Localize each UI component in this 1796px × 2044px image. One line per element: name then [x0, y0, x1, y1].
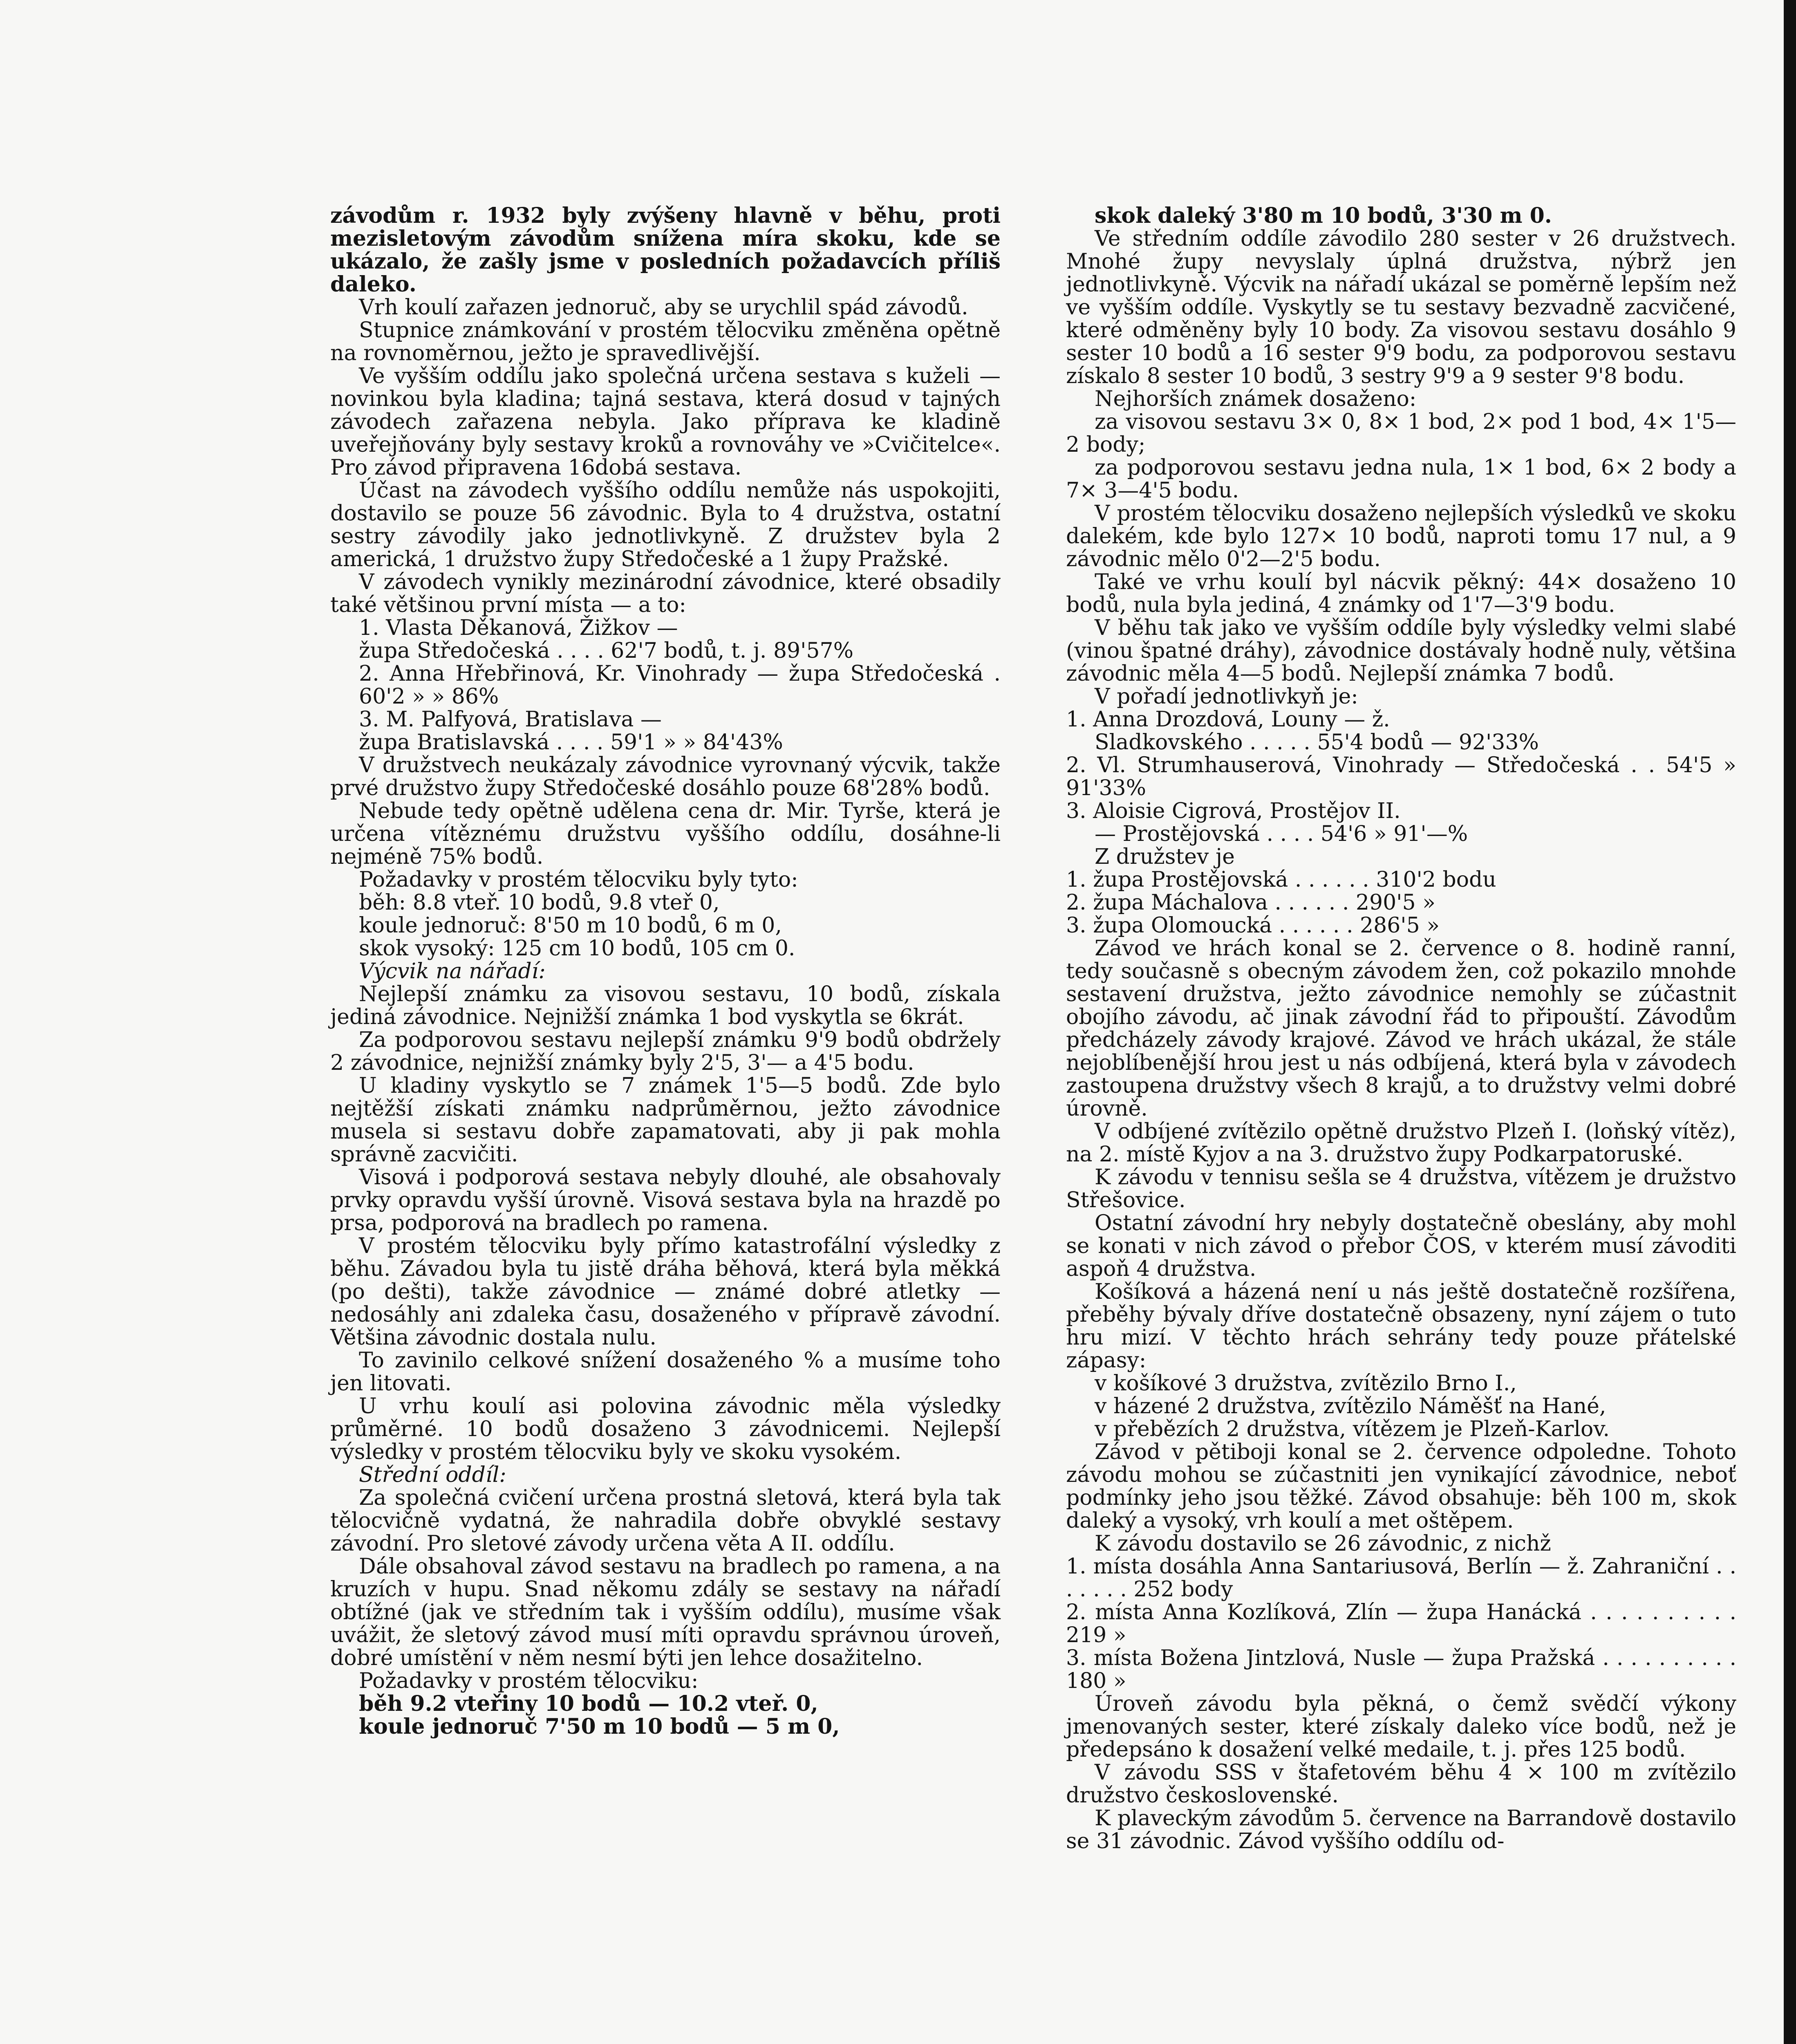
- paragraph: Účast na závodech vyššího oddílu nemůže nás uspokojiti, dostavilo se pouze 56 závodnic. Byla to 4 družstva, ostatní sestry závodily jako jednotlivkyně. Z družstev byla 2 americká, 1 družstvo župy Středočeské a 1 župy Pražské.: [330, 478, 1001, 572]
- paragraph: běh: 8.8 vteř. 10 bodů, 9.8 vteř 0,: [359, 890, 720, 915]
- paragraph: v přebězích 2 družstva, vítězem je Plzeň-Karlov.: [1095, 1417, 1610, 1441]
- paragraph: 2. místa Anna Kozlíková, Zlín — župa Hanácká . . . . . . . . . . 219 »: [1066, 1600, 1736, 1647]
- paragraph: Visová i podporová sestava nebyly dlouhé, ale obsahovaly prvky opravdu vyšší úrovně. Visová sestava byla na hrazdě po prsa, podporová na bradlech po ramena.: [330, 1165, 1001, 1235]
- paragraph: 2. Vl. Strumhauserová, Vinohrady — Středočeská . . 54'5 » 91'33%: [1066, 753, 1736, 800]
- paragraph: K plaveckým závodům 5. července na Barrandově dostavilo se 31 závodnic. Závod vyššího oddílu od-: [1066, 1806, 1736, 1853]
- paragraph: Dále obsahoval závod sestavu na bradlech po ramena, a na kruzích v hupu. Snad někomu zdály se sestavy na nářadí obtížné (jak ve středním tak i vyšším oddílu), musíme však uvážit, že sletový závod musí míti opravdu správnou úroveň, dobré umístění v něm nesmí býti jen lehce dosažitelno.: [330, 1554, 1001, 1670]
- paragraph: V družstvech neukázaly závodnice vyrovnaný výcvik, takže prvé družstvo župy Středočeské dosáhlo pouze 68'28% bodů.: [330, 753, 1001, 800]
- paragraph: V prostém tělocviku byly přímo katastrofální výsledky z běhu. Závadou byla tu jistě dráha běhová, která byla měkká (po dešti), takže závodnice — známé dobré atletky — nedosáhly ani zdaleka času, dosaženého v přípravě závodní. Většina závodnic dostala nulu.: [330, 1234, 1001, 1350]
- paragraph: Střední oddíl:: [359, 1463, 506, 1487]
- paragraph: skok daleký 3'80 m 10 bodů, 3'30 m 0.: [1095, 203, 1552, 228]
- paragraph: 3. M. Palfyová, Bratislava —: [359, 707, 662, 732]
- paragraph: V odbíjené zvítězilo opětně družstvo Plzeň I. (loňský vítěz), na 2. místě Kyjov a na 3. družstvo župy Podkarpatoruské.: [1066, 1119, 1736, 1167]
- paragraph: U kladiny vyskytlo se 7 známek 1'5—5 bodů. Zde bylo nejtěžší získati známku nadprůměrnou, ježto závodnice musela si sestavu dobře zapamatovati, aby ji pak mohla správně zacvičiti.: [330, 1074, 1001, 1167]
- paragraph: župa Bratislavská . . . . 59'1 » » 84'43%: [359, 730, 783, 755]
- left-text-column: [330, 204, 1001, 1738]
- paragraph: Úroveň závodu byla pěkná, o čemž svědčí výkony jmenovaných sester, které získaly daleko více bodů, než je předepsáno k dosažení velké medaile, t. j. přes 125 bodů.: [1066, 1692, 1736, 1762]
- paragraph: Z družstev je: [1095, 845, 1235, 869]
- paragraph: v košíkové 3 družstva, zvítězilo Brno I.,: [1095, 1371, 1517, 1396]
- paragraph: V prostém tělocviku dosaženo nejlepších výsledků ve skoku dalekém, kde bylo 127× 10 bodů, naproti tomu 17 nul, a 9 závodnic mělo 0'2—2'5 bodu.: [1066, 501, 1736, 572]
- paragraph: Ve vyšším oddílu jako společná určena sestava s kuželi — novinkou byla kladina; tajná sestava, která dosud v tajných závodech zařazena nebyla. Jako příprava ke kladině uveřejňovány byly sestavy kroků a rovnováhy ve »Cvičitelce«. Pro závod připravena 16dobá sestava.: [330, 364, 1001, 480]
- paragraph: V pořadí jednotlivkyň je:: [1095, 684, 1358, 709]
- paragraph: 3. župa Olomoucká . . . . . . 286'5 »: [1066, 913, 1440, 938]
- paragraph: 3. Aloisie Cigrová, Prostějov II.: [1066, 799, 1401, 823]
- paragraph: 1. župa Prostějovská . . . . . . 310'2 bodu: [1066, 867, 1496, 892]
- paragraph: Sladkovského . . . . . 55'4 bodů — 92'33%: [1095, 730, 1539, 755]
- paragraph: Nejhorších známek dosaženo:: [1095, 387, 1417, 411]
- paragraph: Závod v pětiboji konal se 2. července odpoledne. Tohoto závodu mohou se zúčastniti jen vynikající závodnice, neboť podmínky jeho jsou těžké. Závod obsahuje: běh 100 m, skok daleký a vysoký, vrh koulí a met oštěpem.: [1066, 1440, 1736, 1533]
- paragraph: 1. Vlasta Děkanová, Žižkov —: [359, 616, 678, 640]
- paragraph: U vrhu koulí asi polovina závodnic měla výsledky průměrné. 10 bodů dosaženo 3 závodnicemi. Nejlepší výsledky v prostém tělocviku byly ve skoku vysokém.: [330, 1394, 1001, 1464]
- paragraph: 1. místa dosáhla Anna Santariusová, Berlín — ž. Zahraniční . . . . . . . 252 body: [1066, 1554, 1736, 1602]
- paragraph: Stupnice známkování v prostém tělocviku změněna opětně na rovnoměrnou, ježto je spravedlivější.: [330, 318, 1001, 365]
- paragraph: Za podporovou sestavu nejlepší známku 9'9 bodů obdržely 2 závodnice, nejnižší známky byly 2'5, 3'— a 4'5 bodu.: [330, 1028, 1001, 1075]
- paragraph: koule jednoruč: 8'50 m 10 bodů, 6 m 0,: [359, 913, 782, 938]
- paragraph: Také ve vrhu koulí byl nácvik pěkný: 44× dosaženo 10 bodů, nula byla jediná, 4 známky od 1'7—3'9 bodu.: [1066, 570, 1736, 617]
- paragraph: Košíková a házená není u nás ještě dostatečně rozšířena, přeběhy bývaly dříve dostatečně obsazeny, nyní zájem o tuto hru mizí. V těchto hrách sehrány tedy pouze přátelské zápasy:: [1066, 1280, 1736, 1373]
- paragraph: 1. Anna Drozdová, Louny — ž.: [1066, 707, 1390, 732]
- paragraph: K závodu dostavilo se 26 závodnic, z nichž: [1095, 1531, 1551, 1556]
- paragraph: za visovou sestavu 3× 0, 8× 1 bod, 2× pod 1 bod, 4× 1'5—2 body;: [1066, 410, 1736, 457]
- paragraph: Požadavky v prostém tělocviku:: [359, 1669, 699, 1693]
- paragraph: Vrh koulí zařazen jednoruč, aby se urychlil spád závodů.: [359, 295, 968, 320]
- paragraph: V běhu tak jako ve vyšším oddíle byly výsledky velmi slabé (vinou špatné dráhy), závodnice dostávaly hodně nuly, většina závodnic měla 4—5 bodů. Nejlepší známka 7 bodů.: [1066, 616, 1736, 686]
- paragraph: koule jednoruč 7'50 m 10 bodů — 5 m 0,: [359, 1714, 840, 1739]
- paragraph: skok vysoký: 125 cm 10 bodů, 105 cm 0.: [359, 936, 795, 961]
- paragraph: závodům r. 1932 byly zvýšeny hlavně v běhu, proti mezisletovým závodům snížena míra skoku, kde se ukázalo, že zašly jsme v posledních požadavcích příliš daleko.: [330, 203, 1001, 297]
- paragraph: Požadavky v prostém tělocviku byly tyto:: [359, 867, 798, 892]
- paragraph: župa Středočeská . . . . 62'7 bodů, t. j. 89'57%: [359, 639, 853, 663]
- paragraph: Za společná cvičení určena prostná sletová, která byla tak tělocvičně vydatná, že nahradila dobře obvyklé sestavy závodní. Pro sletové závody určena věta A II. oddílu.: [330, 1486, 1001, 1556]
- paragraph: Závod ve hrách konal se 2. července o 8. hodině ranní, tedy současně s obecným závodem žen, což pokazilo mnohde sestavení družstva, ježto závodnice nemohly se zúčastnit obojího závodu, ač jinak závodní řád to připouští. Závodům předcházely závody krajové. Závod ve hrách ukázal, že stále nejoblíbenější hrou jest u nás odbíjená, která byla v závodech zastoupena družstvy všech 8 krajů, a to družstvy velmi dobré úrovně.: [1066, 936, 1736, 1121]
- paragraph: Nejlepší známku za visovou sestavu, 10 bodů, získala jediná závodnice. Nejnižší známka 1 bod vyskytla se 6krát.: [330, 982, 1001, 1029]
- paragraph: K závodu v tennisu sešla se 4 družstva, vítězem je družstvo Střešovice.: [1066, 1165, 1736, 1213]
- paragraph: To zavinilo celkové snížení dosaženého % a musíme toho jen litovati.: [330, 1348, 1001, 1396]
- paragraph: — Prostějovská . . . . 54'6 » 91'—%: [1095, 822, 1468, 846]
- paragraph: Výcvik na nářadí:: [359, 959, 546, 984]
- paragraph: 2. Anna Hřebřinová, Kr. Vinohrady — župa Středočeská . 60'2 » » 86%: [359, 661, 1001, 709]
- paragraph: Ostatní závodní hry nebyly dostatečně obeslány, aby mohl se konati v nich závod o přebor ČOS, v kterém musí závoditi aspoň 4 družstva.: [1066, 1211, 1736, 1281]
- paragraph: V závodu SSS v štafetovém běhu 4 × 100 m zvítězilo družstvo československé.: [1066, 1760, 1736, 1808]
- scan-border-right: [1784, 0, 1796, 2044]
- paragraph: Nebude tedy opětně udělena cena dr. Mir. Tyrše, která je určena vítěznému družstvu vyššího oddílu, dosáhne-li nejméně 75% bodů.: [330, 799, 1001, 869]
- paragraph: běh 9.2 vteřiny 10 bodů — 10.2 vteř. 0,: [359, 1691, 818, 1716]
- paragraph: v házené 2 družstva, zvítězilo Náměšť na Hané,: [1095, 1394, 1606, 1419]
- paragraph: za podporovou sestavu jedna nula, 1× 1 bod, 6× 2 body a 7× 3—4'5 bodu.: [1066, 455, 1736, 503]
- paragraph: 3. místa Božena Jintzlová, Nusle — župa Pražská . . . . . . . . . . 180 »: [1066, 1646, 1736, 1693]
- paragraph: 2. župa Máchalova . . . . . . 290'5 »: [1066, 890, 1435, 915]
- right-text-column: [1066, 204, 1736, 1853]
- paragraph: V závodech vynikly mezinárodní závodnice, které obsadily také většinou první místa — a to:: [330, 570, 1001, 617]
- paragraph: Ve středním oddíle závodilo 280 sester v 26 družstvech. Mnohé župy nevyslaly úplná družstva, nýbrž jen jednotlivkyně. Výcvik na nářadí ukázal se poměrně lepším než ve vyšším oddíle. Vyskytly se tu sestavy bezvadně zacvičené, které odměněny byly 10 body. Za visovou sestavu dosáhlo 9 sester 10 bodů a 16 sester 9'9 bodu, za podporovou sestavu získalo 8 sester 10 bodů, 3 sestry 9'9 a 9 sester 9'8 bodu.: [1066, 226, 1736, 388]
